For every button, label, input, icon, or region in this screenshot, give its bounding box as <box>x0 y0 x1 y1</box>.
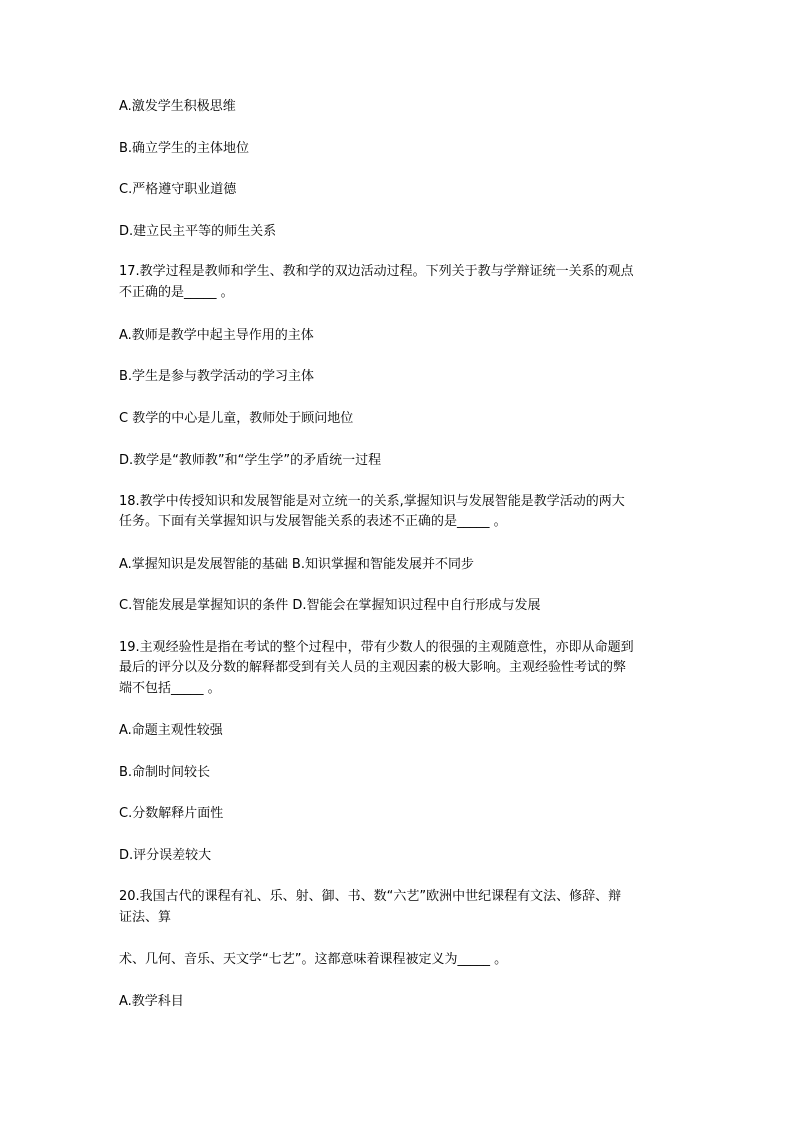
option-17b: B.学生是参与教学活动的学习主体 <box>119 369 315 384</box>
question-20-line-1: 20.我国古代的课程有礼、乐、射、御、书、数“六艺”欧洲中世纪课程有文法、修辞、辩 <box>119 889 622 904</box>
question-19-line-3: 端不包括_____ 。 <box>119 681 221 696</box>
option-17d: D.教学是“教师教”和“学生学”的矛盾统一过程 <box>119 453 382 468</box>
option-19a: A.命题主观性较强 <box>119 723 223 738</box>
question-18-line-1: 18.教学中传授知识和发展智能是对立统一的关系,掌握知识与发展智能是教学活动的两大 <box>119 494 625 509</box>
option-20a: A.教学科目 <box>119 994 184 1009</box>
question-17-line-1: 17.教学过程是教师和学生、教和学的双边活动过程。下列关于教与学辩证统一关系的观点 <box>119 264 634 279</box>
option-19d: D.评分误差较大 <box>119 848 212 863</box>
option-16a: A.激发学生积极思维 <box>119 99 236 114</box>
question-20-line-3: 术、几何、音乐、天文学“七艺”。这都意味着课程被定义为_____ 。 <box>119 952 508 967</box>
option-17c: C 教学的中心是儿童，教师处于顾问地位 <box>119 411 354 426</box>
question-20-line-2: 证法、算 <box>119 910 172 925</box>
option-16c: C.严格遵守职业道德 <box>119 182 237 197</box>
option-16d: D.建立民主平等的师生关系 <box>119 224 277 239</box>
option-16b: B.确立学生的主体地位 <box>119 141 250 156</box>
question-18-line-2: 任务。下面有关掌握知识与发展智能关系的表述不正确的是_____ 。 <box>119 514 507 529</box>
question-17-line-2: 不正确的是_____ 。 <box>119 285 234 300</box>
options-18ab: A.掌握知识是发展智能的基础 B.知识掌握和智能发展并不同步 <box>119 557 474 572</box>
question-19-line-2: 最后的评分以及分数的解释都受到有关人员的主观因素的极大影响。主观经验性考试的弊 <box>119 660 627 675</box>
option-19c: C.分数解释片面性 <box>119 806 224 821</box>
options-18cd: C.智能发展是掌握知识的条件 D.智能会在掌握知识过程中自行形成与发展 <box>119 598 541 613</box>
option-17a: A.教师是教学中起主导作用的主体 <box>119 328 314 343</box>
question-19-line-1: 19.主观经验性是指在考试的整个过程中，带有少数人的很强的主观随意性，亦即从命题到 <box>119 640 634 655</box>
option-19b: B.命制时间较长 <box>119 765 211 780</box>
